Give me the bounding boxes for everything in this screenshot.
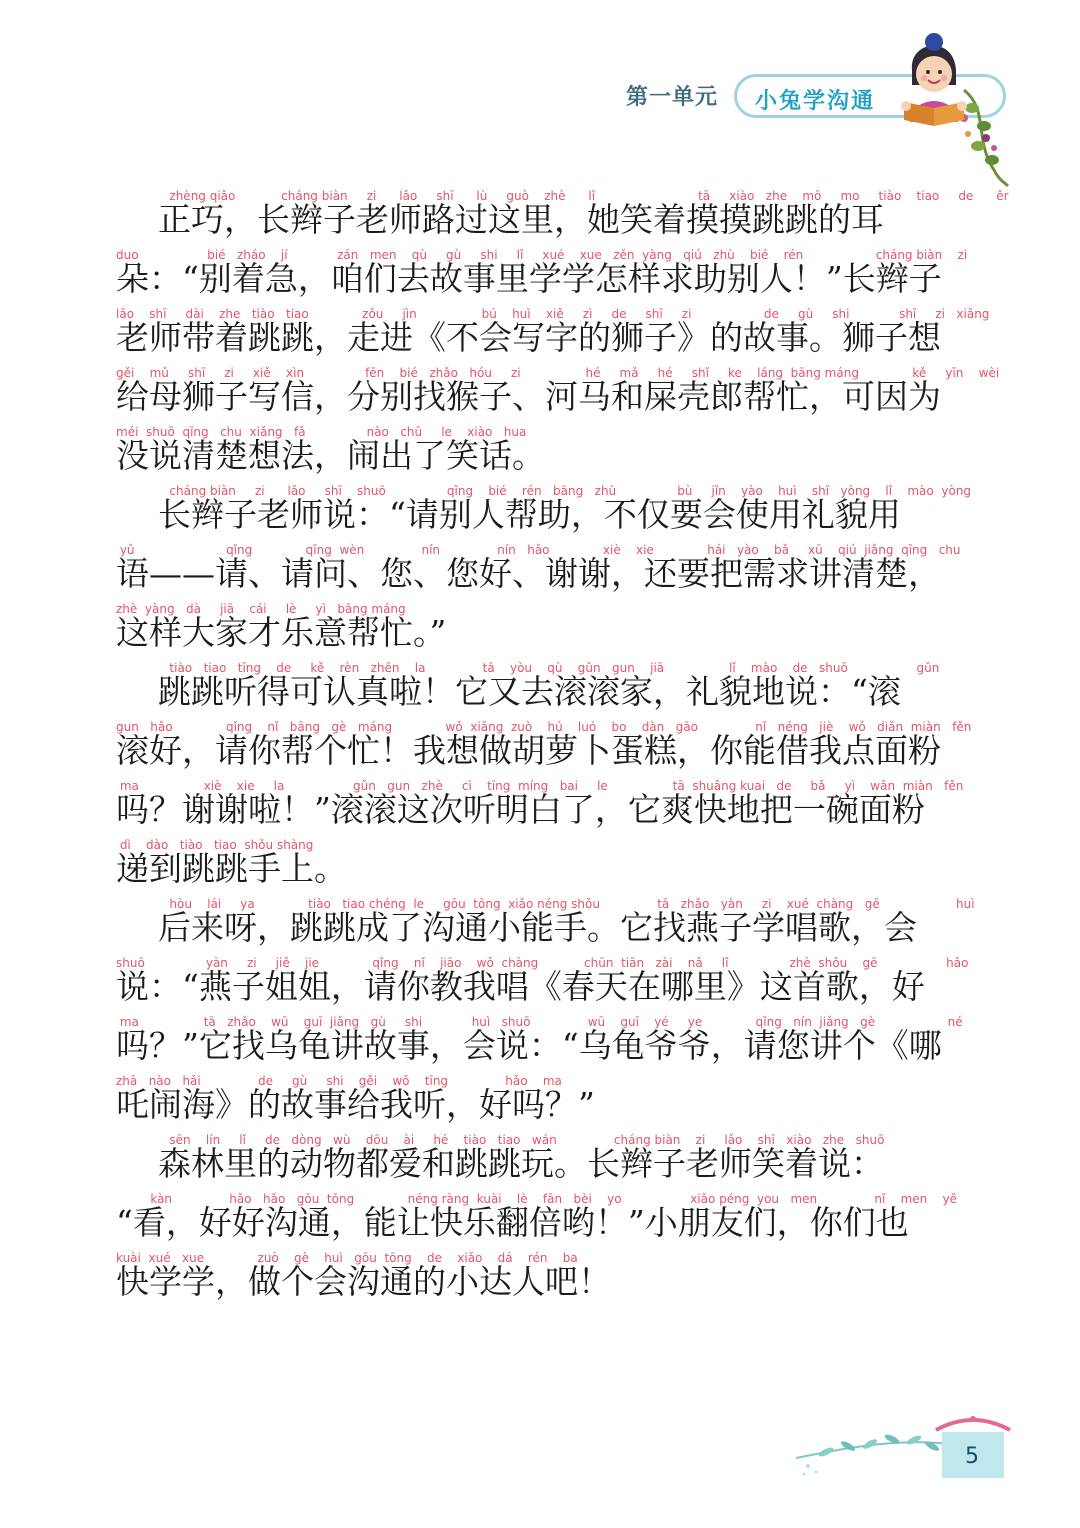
hanzi-row: 这样大家才乐意帮忙。” xyxy=(116,613,447,652)
hanzi-row: 递到跳跳手上。 xyxy=(116,849,347,888)
pinyin-row: ma tā zhǎo wū guī jiǎng gù shi huì shuō wū guī yé ye qǐng nín jiǎng gè né xyxy=(116,1015,963,1029)
text-line xyxy=(116,837,946,895)
hanzi-row: 朵：“别着急，咱们去故事里学学怎样求助别人！”长辫子 xyxy=(116,259,942,298)
text-line xyxy=(116,601,946,659)
text-line xyxy=(116,1250,946,1308)
pinyin-row: sēn lín lǐ de dòng wù dōu ài hé tiào tiao wán cháng biàn zi lǎo shī xiào zhe shuō xyxy=(116,1133,885,1147)
text-line xyxy=(116,1014,963,1072)
text-line xyxy=(116,542,961,600)
pinyin-row: hòu lái ya tiào tiao chéng le gōu tōng xiǎo néng shǒu tā zhǎo yàn zi xué chàng gē huì xyxy=(116,897,975,911)
text-line xyxy=(116,660,946,718)
pinyin-row: shuō yàn zi jiě jie qǐng nǐ jiāo wǒ chàng chūn tiān zài nǎ lǐ zhè shǒu gē hǎo xyxy=(116,956,969,970)
hanzi-row: 老师带着跳跳，走进《不会写字的狮子》的故事。狮子想 xyxy=(116,318,941,357)
hanzi-row: 吗？”它找乌龟讲故事，会说：“乌龟爷爷，请您讲个《哪 xyxy=(116,1026,942,1065)
text-line xyxy=(116,365,1000,423)
pinyin-row: duo bié zháo jí zán men qù gù shi lǐ xué xue zěn yàng qiú zhù bié rén cháng biàn zi xyxy=(116,248,968,262)
text-line xyxy=(116,778,964,836)
pinyin-row: gun hǎo qǐng nǐ bāng gè máng wǒ xiǎng zuò hú luó bo dàn gāo nǐ néng jiè wǒ diǎn miàn fěn xyxy=(116,720,972,734)
hanzi-row: 长辫子老师说：“请别人帮助，不仅要会使用礼貌用 xyxy=(116,495,901,534)
hanzi-row: 没说清楚想法，闹出了笑话。 xyxy=(116,436,545,475)
hanzi-row: 吒闹海》的故事给我听，好吗？” xyxy=(116,1085,595,1124)
text-line xyxy=(116,483,972,541)
text-line xyxy=(116,719,972,777)
pinyin-row: lǎo shī dài zhe tiào tiao zǒu jìn bú huì xiě zì de shī zi de gù shi shī zi xiǎng xyxy=(116,307,990,321)
hanzi-row: 说：“燕子姐姐，请你教我唱《春天在哪里》这首歌，好 xyxy=(116,967,925,1006)
hanzi-row: 滚好，请你帮个忙！我想做胡萝卜蛋糕，你能借我点面粉 xyxy=(116,731,941,770)
hanzi-row: “看，好好沟通，能让快乐翻倍哟！”小朋友们，你们也 xyxy=(116,1203,909,1242)
pinyin-row: tiào tiao tīng de kě rèn zhēn la tā yòu qù gǔn gun jiā lǐ mào de shuō gǔn xyxy=(116,661,940,675)
pinyin-row: kuài xué xue zuò gè huì gōu tōng de xiǎo dá rén ba xyxy=(116,1251,578,1265)
hanzi-row: 正巧，长辫子老师路过这里，她笑着摸摸跳跳的耳 xyxy=(116,200,884,239)
text-line xyxy=(116,188,1009,246)
pinyin-row: zhā nào hǎi de gù shi gěi wǒ tīng hǎo ma xyxy=(116,1074,562,1088)
text-line xyxy=(116,896,975,954)
text-line xyxy=(116,306,990,364)
unit-label: 第一单元 xyxy=(626,85,719,110)
pinyin-row: zhèng qiǎo cháng biàn zi lǎo shī lù guò zhè lǐ tā xiào zhe mō mo tiào tiao de ěr xyxy=(116,189,1009,203)
pinyin-row: yǔ qǐng qǐng wèn nín nín hǎo xiè xie hái yào bǎ xū qiú jiǎng qīng chu xyxy=(116,543,961,557)
text-line xyxy=(116,1132,946,1190)
hanzi-row: 吗？谢谢啦！”滚滚这次听明白了，它爽快地把一碗面粉 xyxy=(116,790,925,829)
pinyin-row: dì dào tiào tiao shǒu shàng xyxy=(116,838,314,852)
pinyin-row: kàn hǎo hǎo gōu tōng néng ràng kuài lè fān bèi yo xiǎo péng you men nǐ men yě xyxy=(116,1192,957,1206)
page-number: 5 xyxy=(965,1444,979,1469)
hanzi-row: 森林里的动物都爱和跳跳玩。长辫子老师笑着说： xyxy=(116,1144,884,1183)
pinyin-row: zhè yàng dà jiā cái lè yì bāng máng xyxy=(116,602,406,616)
text-line xyxy=(116,247,968,305)
text-line xyxy=(116,1073,946,1131)
hanzi-row: 快学学，做个会沟通的小达人吧！ xyxy=(116,1262,611,1301)
hanzi-row: 给母狮子写信，分别找猴子、河马和屎壳郎帮忙，可因为 xyxy=(116,377,941,416)
pinyin-row: ma xiè xie la gǔn gun zhè cì tīng míng bai le tā shuǎng kuai de bǎ yì wǎn miàn fěn xyxy=(116,779,964,793)
pinyin-row: gěi mǔ shī zi xiě xìn fēn bié zhǎo hóu zi hé mǎ hé shǐ ke láng bāng máng kě yīn wèi xyxy=(116,366,1000,380)
hanzi-row: 后来呀，跳跳成了沟通小能手。它找燕子学唱歌，会 xyxy=(116,908,917,947)
pinyin-row: cháng biàn zi lǎo shī shuō qǐng bié rén bāng zhù bù jǐn yào huì shǐ yòng lǐ mào yòng xyxy=(116,484,972,498)
text-line xyxy=(116,424,946,482)
lesson-title: 小兔学沟通 xyxy=(755,89,876,114)
text-line xyxy=(116,955,969,1013)
hanzi-row: 跳跳听得可认真啦！它又去滚滚家，礼貌地说：“滚 xyxy=(116,672,901,711)
pinyin-row: méi shuō qīng chu xiǎng fǎ nào chū le xiào hua xyxy=(116,425,527,439)
text-line xyxy=(116,1191,957,1249)
hanzi-row: 语——请、请问、您、您好、谢谢，还要把需求讲清楚， xyxy=(116,554,941,593)
